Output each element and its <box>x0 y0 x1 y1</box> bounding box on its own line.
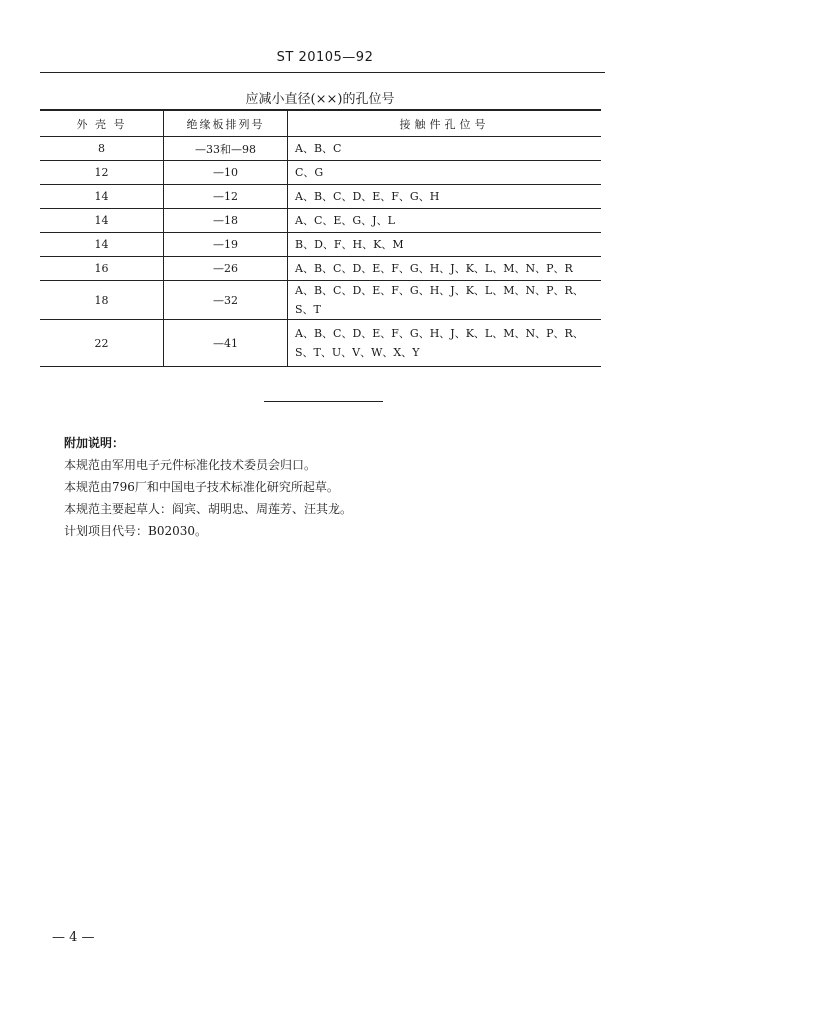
end-of-text-rule <box>264 401 383 402</box>
table-row <box>40 281 601 320</box>
column-header-holes: 接触件孔位号 <box>288 110 602 137</box>
notes-line: 本规范由军用电子元件标准化技术委员会归口。 <box>64 458 317 472</box>
notes-line: 本规范由796厂和中国电子技术标准化研究所起草。 <box>64 480 339 494</box>
cell-holes: A、B、C <box>288 137 602 161</box>
table-row <box>40 185 601 209</box>
header-rule <box>40 72 605 73</box>
cell-holes: A、B、C、D、E、F、G、H <box>288 185 602 209</box>
cell-shell: 14 <box>40 209 164 233</box>
table-row <box>40 320 601 367</box>
cell-shell: 14 <box>40 233 164 257</box>
table-row <box>40 137 601 161</box>
column-header-insert: 绝缘板排列号 <box>164 110 288 137</box>
table-row <box>40 209 601 233</box>
hole-position-table <box>40 109 601 367</box>
cell-insert: —26 <box>164 257 288 281</box>
table-caption: 应减小直径(××)的孔位号 <box>245 92 395 107</box>
document-number: ST 20105—92 <box>276 50 374 65</box>
cell-insert: —33和—98 <box>164 137 288 161</box>
cell-shell: 8 <box>40 137 164 161</box>
cell-insert: —12 <box>164 185 288 209</box>
table-row <box>40 161 601 185</box>
cell-insert: —10 <box>164 161 288 185</box>
page-number: — 4 — <box>52 930 95 945</box>
cell-holes: B、D、F、H、K、M <box>288 233 602 257</box>
additional-notes <box>64 432 352 542</box>
cell-holes: A、C、E、G、J、L <box>288 209 602 233</box>
cell-shell: 14 <box>40 185 164 209</box>
cell-insert: —19 <box>164 233 288 257</box>
cell-shell: 16 <box>40 257 164 281</box>
cell-shell: 18 <box>40 281 164 320</box>
table-header-row <box>40 110 601 137</box>
cell-shell: 12 <box>40 161 164 185</box>
cell-shell: 22 <box>40 320 164 367</box>
cell-insert: —41 <box>164 320 288 367</box>
cell-holes: A、B、C、D、E、F、G、H、J、K、L、M、N、P、R、S、T、U、V、W、X、Y <box>288 320 602 367</box>
table-row <box>40 233 601 257</box>
notes-title: 附加说明： <box>64 436 125 450</box>
cell-holes: A、B、C、D、E、F、G、H、J、K、L、M、N、P、R、S、T <box>288 281 602 320</box>
notes-line: 计划项目代号：B02030。 <box>64 524 207 538</box>
cell-holes: A、B、C、D、E、F、G、H、J、K、L、M、N、P、R <box>288 257 602 281</box>
notes-line: 本规范主要起草人：阎宾、胡明忠、周莲芳、汪其龙。 <box>64 502 353 516</box>
cell-holes: C、G <box>288 161 602 185</box>
cell-insert: —18 <box>164 209 288 233</box>
table-row <box>40 257 601 281</box>
cell-insert: —32 <box>164 281 288 320</box>
column-header-shell: 外 壳 号 <box>40 110 164 137</box>
